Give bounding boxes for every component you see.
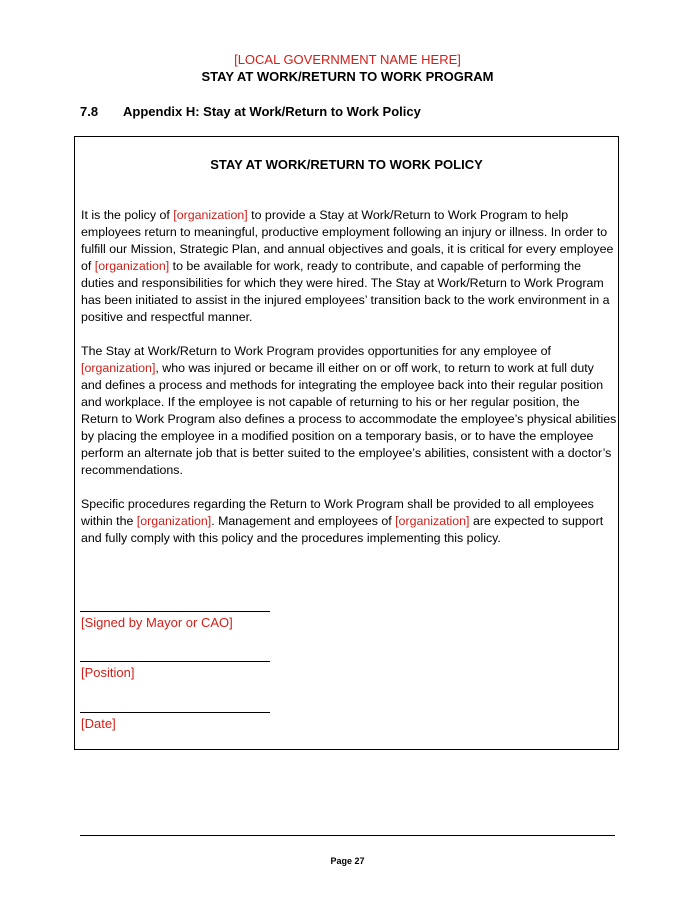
government-name: [LOCAL GOVERNMENT NAME HERE] bbox=[234, 52, 461, 67]
footer-rule bbox=[80, 835, 615, 836]
organization-placeholder: [organization] bbox=[136, 514, 212, 528]
paragraph-text: It is the policy of bbox=[81, 208, 174, 222]
paragraph-text: , who was injured or became ill either on or off work, to return to work at full duty and defines a process and methods for integrating the employee back into their regular position and workplace. If the employee is not capable of returning to his or her regular position, the Return to Work Program also defines a process to accommodate the employee’s physical abilities by placing the employee in a modified position on a temporary basis, or to have the employee perform an alternate job that is better suited to the employee’s abilities, consistent with a doctor’s recommendations. bbox=[81, 361, 617, 477]
paragraph-text: are expected to support and fully comply with this policy and the procedures implementing this policy. bbox=[81, 514, 604, 545]
position-line bbox=[80, 661, 270, 662]
paragraph-text: The Stay at Work/Return to Work Program provides opportunities for any employee of bbox=[81, 344, 551, 358]
paragraph-text: to be available for work, ready to contribute, and capable of performing the duties and responsibilities for which they were hired. The Stay at Work/Return to Work Program has been initiated to assist in the injured employees’ transition back to the work environment in a positive and respectful manner. bbox=[81, 259, 610, 324]
page-number: Page 27 bbox=[330, 856, 365, 866]
date-label: [Date] bbox=[81, 716, 116, 731]
organization-placeholder: [organization] bbox=[173, 208, 248, 222]
signature-line bbox=[80, 611, 270, 612]
section-number: 7.8 bbox=[80, 104, 99, 119]
paragraph-text: Specific procedures regarding the Return to Work Program shall be provided to all employees within the bbox=[81, 497, 594, 528]
position-label: [Position] bbox=[81, 665, 135, 680]
policy-paragraph-2 bbox=[81, 343, 617, 479]
date-line bbox=[80, 712, 270, 713]
policy-title: STAY AT WORK/RETURN TO WORK POLICY bbox=[210, 157, 483, 172]
policy-paragraph-1 bbox=[81, 207, 617, 326]
organization-placeholder: [organization] bbox=[94, 259, 170, 273]
signed-by-label: [Signed by Mayor or CAO] bbox=[81, 615, 233, 630]
policy-box bbox=[74, 136, 619, 750]
policy-paragraph-3 bbox=[81, 496, 617, 547]
paragraph-text: . Management and employees of bbox=[211, 514, 396, 528]
paragraph-text: to provide a Stay at Work/Return to Work Program to help employees return to meaningful, productive employment following an injury or illness. In order to fulfill our Mission, Strategic Plan, and annual objectives and goals, it is critical for every employee of bbox=[81, 208, 614, 273]
organization-placeholder: [organization] bbox=[395, 514, 470, 528]
section-title: Appendix H: Stay at Work/Return to Work Policy bbox=[123, 104, 421, 119]
program-title: STAY AT WORK/RETURN TO WORK PROGRAM bbox=[201, 69, 494, 84]
organization-placeholder: [organization] bbox=[81, 361, 156, 375]
